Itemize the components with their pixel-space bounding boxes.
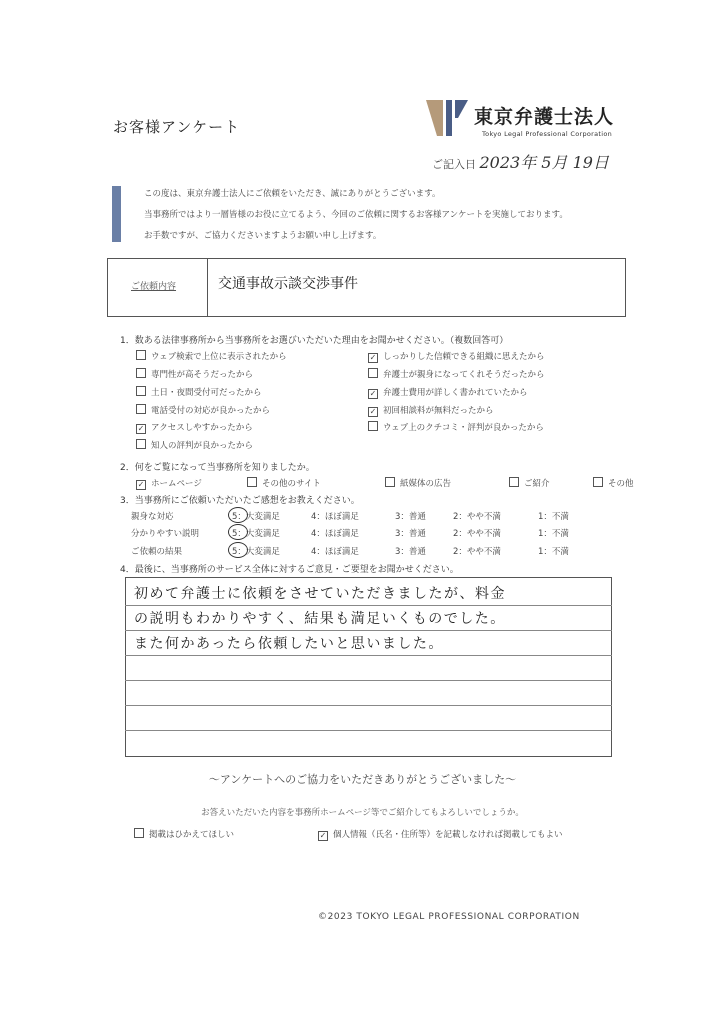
q1-option[interactable]: 専門性が高そうだったから bbox=[136, 368, 253, 380]
case-box-divider bbox=[207, 258, 208, 317]
rating-option[interactable]: 1：不満 bbox=[538, 529, 569, 539]
rating-option[interactable]: 3：普通 bbox=[395, 512, 426, 522]
ruled-line bbox=[125, 730, 612, 731]
ruled-line bbox=[125, 655, 612, 656]
permission-option[interactable]: ✓ 個人情報（氏名・住所等）を記載しなければ掲載してもよい bbox=[319, 830, 563, 840]
question-2: 2．何をご覧になって当事務所を知りましたか。 bbox=[120, 463, 315, 473]
q1-option[interactable]: ✓ 初回相談料が無料だったから bbox=[369, 406, 494, 416]
checkbox[interactable]: ✓ bbox=[369, 389, 377, 398]
q2-option[interactable]: ご紹介 bbox=[509, 477, 550, 489]
rating-option[interactable]: 2：やや不満 bbox=[453, 512, 501, 522]
firm-name: 東京弁護士法人 bbox=[474, 106, 615, 128]
rating-option[interactable]: 4：ほぼ満足 bbox=[311, 512, 359, 522]
comment-line: 初めて弁護士に依頼をさせていただきましたが、料金 bbox=[134, 586, 506, 602]
selected-rating-circle bbox=[228, 524, 248, 540]
checkbox[interactable]: ✓ bbox=[319, 831, 327, 840]
q1-option[interactable]: ✓ アクセスしやすかったから bbox=[137, 423, 253, 433]
checkbox[interactable] bbox=[134, 828, 144, 838]
checkbox[interactable] bbox=[136, 368, 146, 378]
rating-row-label: 分かりやすい説明 bbox=[131, 529, 200, 539]
case-box bbox=[107, 258, 626, 317]
checkbox[interactable] bbox=[247, 477, 257, 487]
q1-option[interactable]: 弁護士が親身になってくれそうだったから bbox=[368, 368, 545, 380]
q1-option[interactable]: 知人の評判が良かったから bbox=[136, 439, 253, 451]
q2-option[interactable]: 紙媒体の広告 bbox=[385, 477, 451, 489]
checkbox[interactable] bbox=[509, 477, 519, 487]
rating-option[interactable]: 5：大変満足 bbox=[232, 512, 280, 522]
copyright: ©2023 TOKYO LEGAL PROFESSIONAL CORPORATION bbox=[318, 912, 580, 922]
intro-line: お手数ですが、ご協力くださいますようお願い申し上げます。 bbox=[144, 231, 382, 241]
rating-option[interactable]: 5：大変満足 bbox=[232, 547, 280, 557]
rating-option[interactable]: 3：普通 bbox=[395, 529, 426, 539]
date-label: ご記入日 bbox=[432, 158, 476, 171]
rating-option[interactable]: 2：やや不満 bbox=[453, 547, 501, 557]
checkbox[interactable] bbox=[136, 439, 146, 449]
q2-option[interactable]: ✓ ホームページ bbox=[137, 479, 202, 489]
q1-option[interactable]: ✓ 弁護士費用が詳しく書かれていたから bbox=[369, 388, 528, 398]
q2-option[interactable]: その他のサイト bbox=[247, 477, 321, 489]
checkbox[interactable]: ✓ bbox=[137, 480, 145, 489]
date-value: 2023年 5月 19日 bbox=[479, 153, 609, 172]
intro-line: 当事務所ではより一層皆様のお役に立てるよう、今回のご依頼に関するお客様アンケートを実施しております。 bbox=[144, 210, 568, 220]
checkbox[interactable] bbox=[593, 477, 603, 487]
checkbox[interactable]: ✓ bbox=[369, 407, 377, 416]
checkbox[interactable] bbox=[368, 421, 378, 431]
q1-option[interactable]: ウェブ上のクチコミ・評判が良かったから bbox=[368, 421, 544, 433]
comment-line: の説明もわかりやすく、結果も満足いくものでした。 bbox=[134, 611, 506, 627]
selected-rating-circle bbox=[228, 507, 248, 523]
case-value[interactable]: 交通事故示談交渉事件 bbox=[218, 276, 358, 292]
ruled-line bbox=[125, 630, 612, 631]
question-4: 4．最後に、当事務所のサービス全体に対するご意見・ご要望をお聞かせください。 bbox=[120, 565, 459, 575]
rating-option[interactable]: 2：やや不満 bbox=[453, 529, 501, 539]
case-label: ご依頼内容 bbox=[131, 282, 177, 292]
rating-row-label: 親身な対応 bbox=[131, 512, 174, 522]
ruled-line bbox=[125, 705, 612, 706]
firm-name-english: Tokyo Legal Professional Corporation bbox=[482, 130, 613, 138]
page-title: お客様アンケート bbox=[113, 118, 241, 136]
permission-question: お答えいただいた内容を事務所ホームページ等でご紹介してもよろしいでしょうか。 bbox=[201, 808, 524, 818]
rating-option[interactable]: 1：不満 bbox=[538, 512, 569, 522]
ruled-line bbox=[125, 605, 612, 606]
question-1: 1．数ある法律事務所から当事務所をお選びいただいた理由をお聞かせください。（複数回答可） bbox=[120, 336, 509, 346]
checkbox[interactable] bbox=[136, 404, 146, 414]
q1-option[interactable]: 電話受付の対応が良かったから bbox=[136, 404, 270, 416]
intro-line: この度は、東京弁護士法人にご依頼をいただき、誠にありがとうございます。 bbox=[144, 189, 441, 199]
rating-row-label: ご依頼の結果 bbox=[131, 547, 183, 557]
selected-rating-circle bbox=[228, 542, 248, 558]
rating-option[interactable]: 5：大変満足 bbox=[232, 529, 280, 539]
accent-bar bbox=[112, 186, 121, 242]
checkbox[interactable] bbox=[368, 368, 378, 378]
checkbox[interactable]: ✓ bbox=[137, 424, 145, 433]
checkbox[interactable] bbox=[136, 350, 146, 360]
rating-option[interactable]: 3：普通 bbox=[395, 547, 426, 557]
checkbox[interactable] bbox=[385, 477, 395, 487]
permission-option[interactable]: 掲載はひかえてほしい bbox=[134, 828, 234, 840]
question-3: 3．当事務所にご依頼いただいたご感想をお教えください。 bbox=[120, 496, 360, 506]
comment-line: また何かあったら依頼したいと思いました。 bbox=[134, 636, 444, 652]
checkbox[interactable] bbox=[136, 386, 146, 396]
q2-option[interactable]: その他 bbox=[593, 477, 634, 489]
q1-option[interactable]: 土日・夜間受付可だったから bbox=[136, 386, 262, 398]
ruled-line bbox=[125, 680, 612, 681]
firm-logo-icon bbox=[426, 98, 468, 138]
date-field bbox=[432, 150, 609, 173]
q1-option[interactable]: ✓ しっかりした信頼できる組織に思えたから bbox=[369, 352, 545, 362]
thanks-message: ～アンケートへのご協力をいただきありがとうございました～ bbox=[208, 773, 517, 786]
q1-option[interactable]: ウェブ検索で上位に表示されたから bbox=[136, 350, 287, 362]
rating-option[interactable]: 1：不満 bbox=[538, 547, 569, 557]
rating-option[interactable]: 4：ほぼ満足 bbox=[311, 547, 359, 557]
rating-option[interactable]: 4：ほぼ満足 bbox=[311, 529, 359, 539]
checkbox[interactable]: ✓ bbox=[369, 353, 377, 362]
